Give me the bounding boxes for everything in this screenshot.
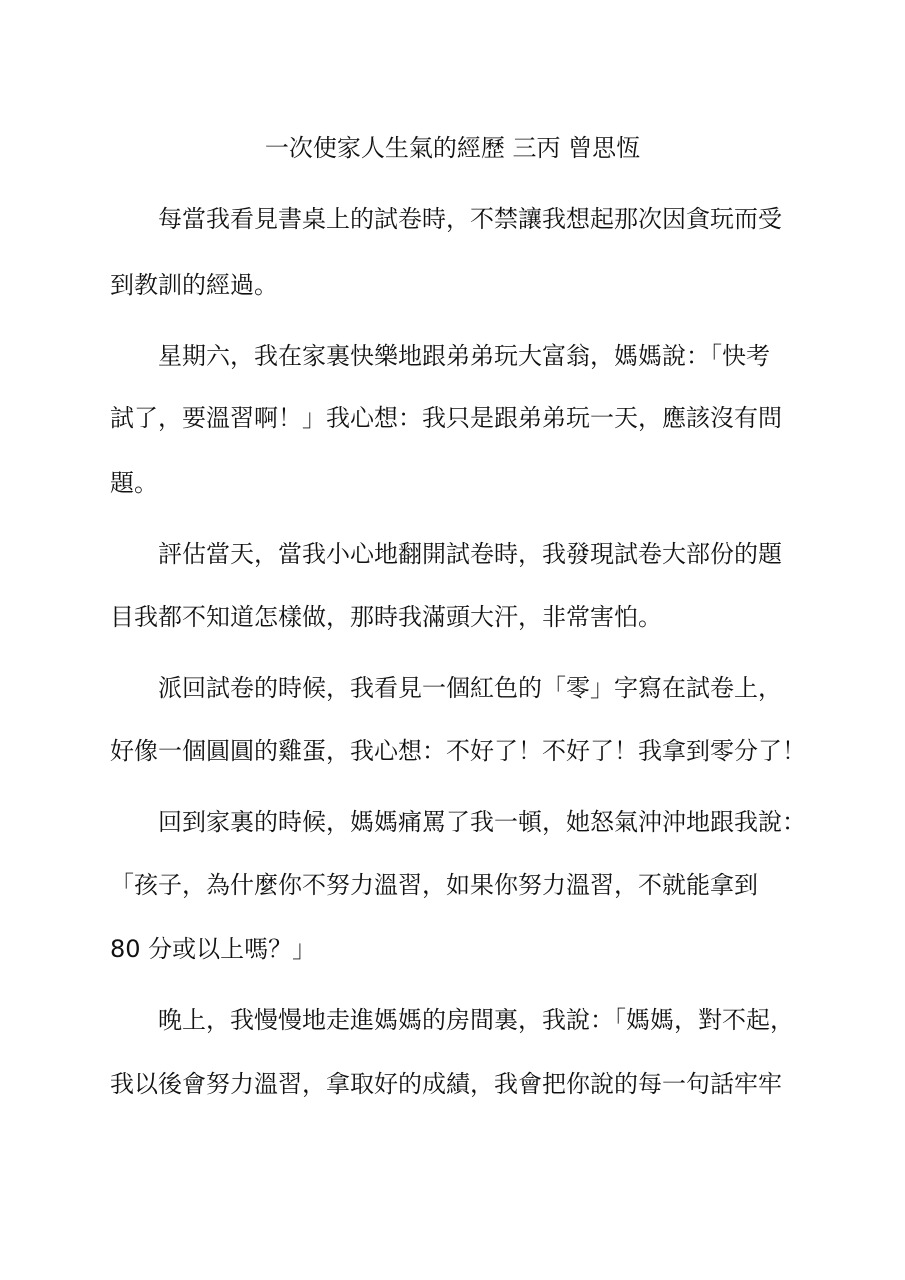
paragraph-2-line-2: 試了，要溫習啊！」我心想：我只是跟弟弟玩一天，應該沒有問 [110,404,782,432]
paragraph-1-line-2: 到教訓的經過。 [110,271,278,299]
paragraph-2-line-3: 題。 [110,469,158,497]
essay-title: 一次使家人生氣的經歷 三丙 曾思恆 [264,134,641,162]
paragraph-4-line-1: 派回試卷的時候，我看見一個紅色的「零」字寫在試卷上， [158,674,782,702]
paragraph-3-line-1: 評估當天，當我小心地翻開試卷時，我發現試卷大部份的題 [158,540,782,568]
paragraph-6-line-1: 晚上，我慢慢地走進媽媽的房間裏，我說：「媽媽，對不起， [158,1006,794,1034]
paragraph-2-line-1: 星期六，我在家裏快樂地跟弟弟玩大富翁，媽媽說：「快考 [158,342,770,370]
paragraph-5-line-2: 「孩子，為什麼你不努力溫習，如果你努力溫習，不就能拿到 [110,871,758,899]
paragraph-3-line-2: 目我都不知道怎樣做，那時我滿頭大汗，非常害怕。 [110,603,662,631]
paragraph-6-line-2: 我以後會努力溫習，拿取好的成績，我會把你說的每一句話牢牢 [110,1070,782,1098]
paragraph-4-line-2: 好像一個圓圓的雞蛋，我心想：不好了！不好了！我拿到零分了！ [110,737,806,765]
paragraph-1-line-1: 每當我看見書桌上的試卷時，不禁讓我想起那次因貪玩而受 [158,205,782,233]
paragraph-5-line-3: 80 分或以上嗎？」 [110,935,317,963]
paragraph-5-line-1: 回到家裏的時候，媽媽痛罵了我一頓，她怒氣沖沖地跟我說： [158,808,806,836]
